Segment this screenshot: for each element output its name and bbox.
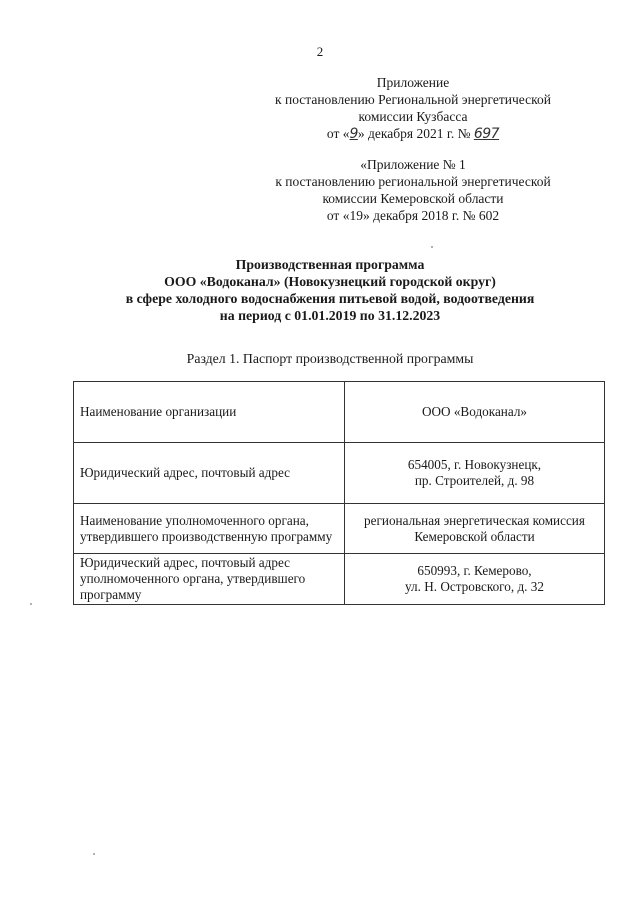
appendix-original-commission-line: комиссии Кемеровской области	[322, 191, 504, 206]
table-row	[74, 443, 605, 504]
title-line-2: ООО «Водоканал» (Новокузнецкий городской округ)	[164, 274, 496, 289]
value-line: ул. Н. Островского, д. 32	[405, 579, 544, 594]
value-line: Кемеровской области	[414, 528, 535, 544]
value-line: региональная энергетическая комиссия	[364, 512, 585, 528]
passport-table	[73, 381, 605, 605]
table-row	[74, 554, 605, 605]
table-row	[74, 382, 605, 443]
appendix-title: Приложение	[376, 75, 450, 90]
title-line-4: на период с 01.01.2019 по 31.12.2023	[219, 308, 441, 323]
appendix-date-line	[248, 125, 578, 143]
page-number: 2	[316, 44, 324, 59]
appendix-header-original	[248, 156, 578, 224]
table-row	[74, 504, 605, 554]
handwritten-day: 9	[349, 126, 358, 142]
row-label: Юридический адрес, почтовый адрес	[74, 443, 345, 504]
row-label: Наименование организации	[74, 382, 345, 443]
appendix-resolution-line: к постановлению Региональной энергетической	[275, 92, 551, 107]
document-title	[0, 256, 640, 324]
title-line-1: Производственная программа	[235, 257, 425, 272]
handwritten-number: 697	[473, 126, 500, 142]
scan-speck	[93, 853, 95, 855]
section-heading: Раздел 1. Паспорт производственной программы	[186, 351, 474, 366]
row-value	[345, 382, 605, 443]
row-value	[345, 443, 605, 504]
row-label: Юридический адрес, почтовый адрес уполномоченного органа, утвердившего программу	[74, 554, 345, 605]
scan-speck	[30, 603, 32, 605]
title-line-3: в сфере холодного водоснабжения питьевой водой, водоотведения	[125, 291, 535, 306]
row-label: Наименование уполномоченного органа, утвердившего производственную программу	[74, 504, 345, 554]
scan-speck	[431, 246, 433, 248]
value-line: 654005, г. Новокузнецк,	[407, 457, 542, 472]
row-value	[345, 554, 605, 605]
appendix-original-resolution-line: к постановлению региональной энергетической	[275, 174, 551, 189]
appendix-commission-line: комиссии Кузбасса	[358, 109, 468, 124]
appendix-original-date-line: от «19» декабря 2018 г. № 602	[326, 208, 500, 223]
value-line: ООО «Водоканал»	[421, 404, 528, 419]
appendix-header-current	[248, 74, 578, 143]
value-line: пр. Строителей, д. 98	[414, 473, 535, 488]
appendix-original-title: «Приложение № 1	[360, 157, 466, 172]
row-value	[345, 504, 605, 554]
date-middle: » декабря 2021 г. №	[357, 126, 471, 141]
date-prefix: от «	[326, 126, 350, 141]
value-line: 650993, г. Кемерово,	[417, 563, 532, 578]
